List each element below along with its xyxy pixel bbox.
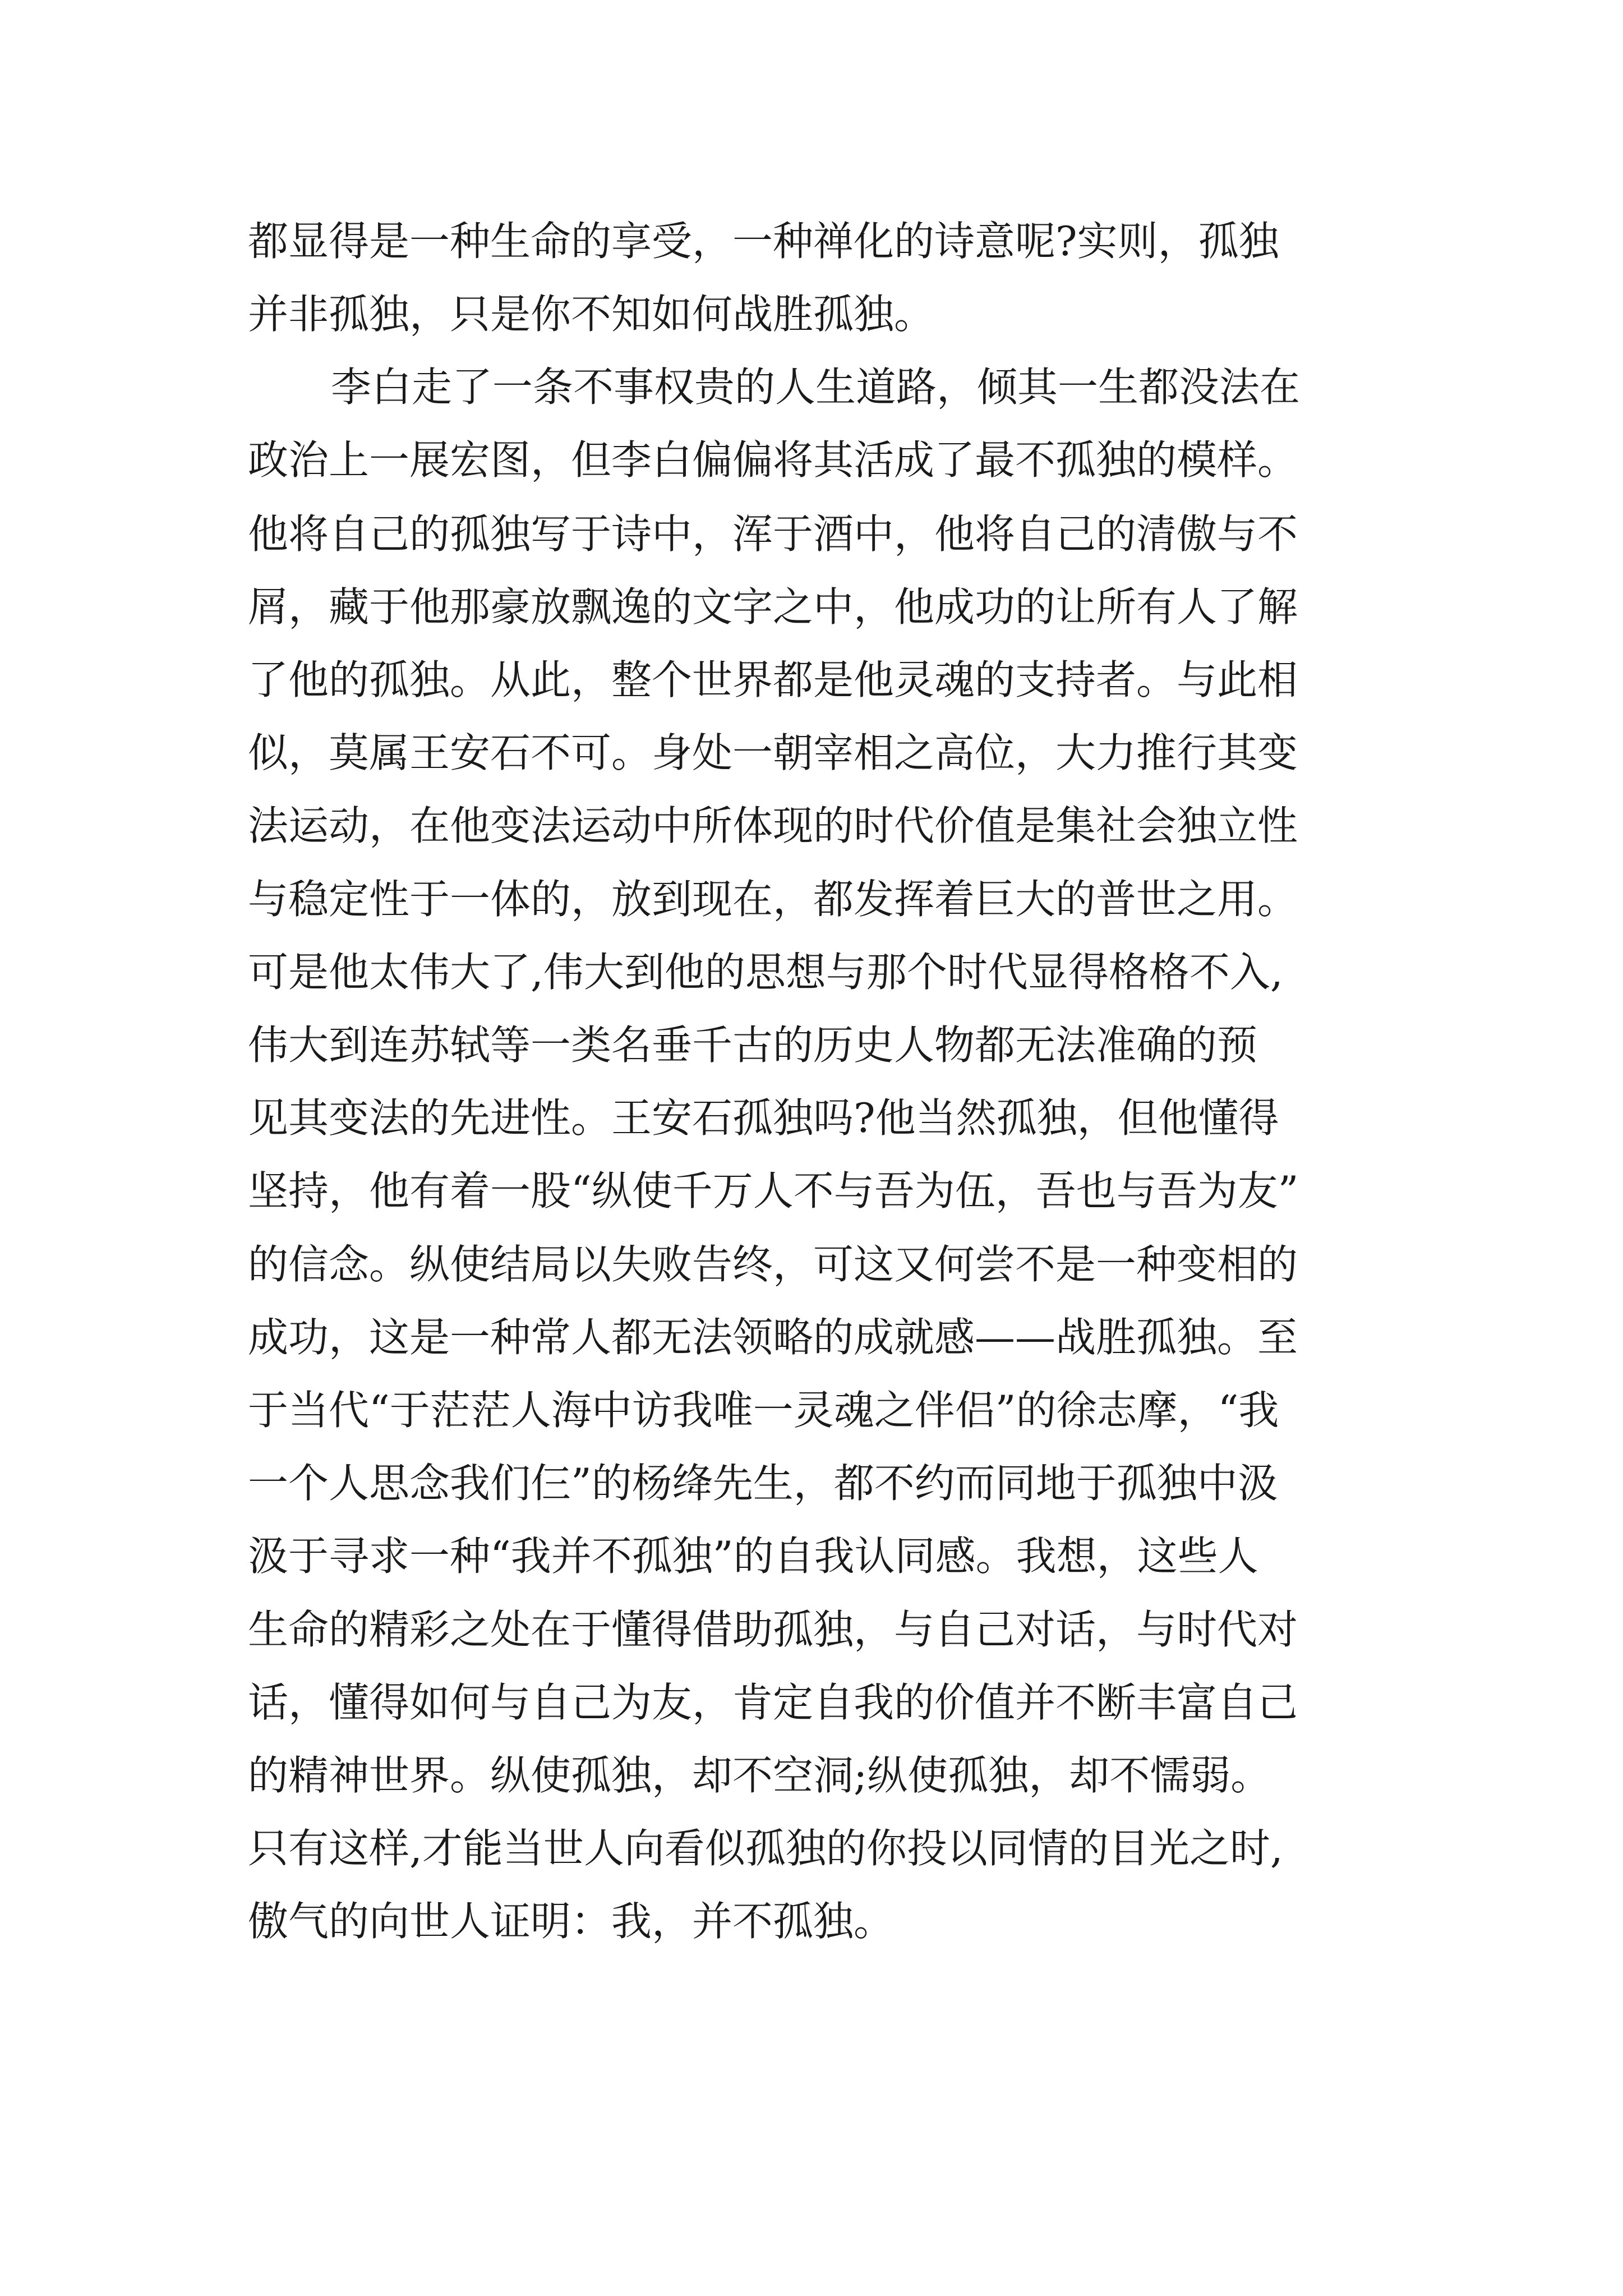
text-line: 话，懂得如何与自己为友，肯定自我的价值并不断丰富自己: [248, 1679, 1298, 1726]
text-line: 了他的孤独。从此，整个世界都是他灵魂的支持者。与此相: [248, 656, 1298, 703]
text-line: 汲于寻求一种“我并不孤独”的自我认同感。我想，这些人: [248, 1533, 1258, 1580]
text-line: 生命的精彩之处在于懂得借助孤独，与自己对话，与时代对: [248, 1606, 1298, 1653]
text-line: 与稳定性于一体的，放到现在，都发挥着巨大的普世之用。: [248, 876, 1298, 923]
text-line: 成功，这是一种常人都无法领略的成就感——战胜孤独。至: [248, 1314, 1298, 1361]
text-line: 法运动，在他变法运动中所体现的时代价值是集社会独立性: [248, 802, 1298, 849]
paragraph-first-line: 李白走了一条不事权贵的人生道路，倾其一生都没法在: [331, 364, 1301, 411]
text-line: 屑，藏于他那豪放飘逸的文字之中，他成功的让所有人了解: [248, 583, 1298, 631]
text-line: 见其变法的先进性。王安石孤独吗?他当然孤独，但他懂得: [248, 1094, 1279, 1142]
text-line: 于当代“于茫茫人海中访我唯一灵魂之伴侣”的徐志摩，“我: [248, 1387, 1279, 1434]
text-line: 他将自己的孤独写于诗中，浑于酒中，他将自己的清傲与不: [248, 510, 1298, 558]
text-line: 似，莫属王安石不可。身处一朝宰相之高位，大力推行其变: [248, 729, 1298, 776]
text-line: 都显得是一种生命的享受，一种禅化的诗意呢?实则，孤独: [248, 218, 1279, 265]
text-line: 政治上一展宏图，但李白偏偏将其活成了最不孤独的模样。: [248, 436, 1298, 484]
text-line: 伟大到连苏轼等一类名垂千古的历史人物都无法准确的预: [248, 1022, 1258, 1069]
text-line: 只有这样,才能当世人向看似孤独的你投以同情的目光之时,: [248, 1825, 1283, 1872]
text-line: 可是他太伟大了,伟大到他的思想与那个时代显得格格不入,: [248, 949, 1283, 996]
text-line: 的信念。纵使结局以失败告终，可这又何尝不是一种变相的: [248, 1241, 1298, 1288]
text-line: 坚持，他有着一股“纵使千万人不与吾为伍，吾也与吾为友”: [248, 1167, 1299, 1214]
text-line: 并非孤独，只是你不知如何战胜孤独。: [248, 291, 935, 338]
text-line: 的精神世界。纵使孤独，却不空洞;纵使孤独，却不懦弱。: [248, 1752, 1271, 1799]
text-line: 一个人思念我们仨”的杨绛先生，都不约而同地于孤独中汲: [248, 1460, 1278, 1507]
text-line: 傲气的向世人证明：我，并不孤独。: [248, 1898, 895, 1945]
